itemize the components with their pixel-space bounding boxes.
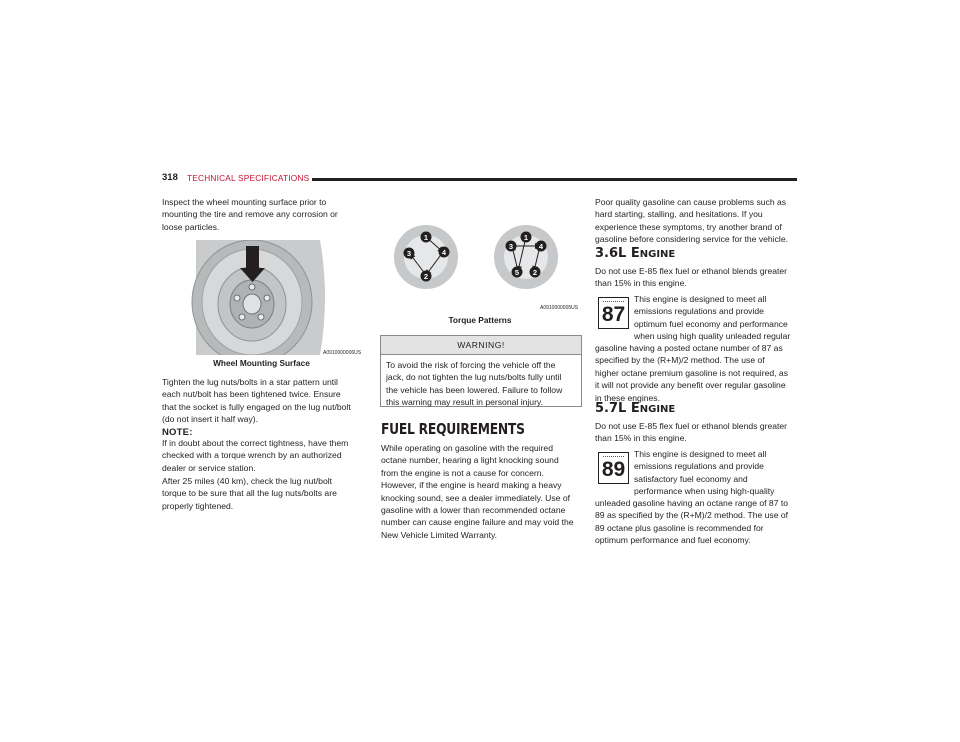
figure-caption: Torque Patterns [448,315,512,325]
wheel-illustration [190,240,333,355]
warning-body: To avoid the risk of forcing the vehicle off the jack, do not tighten the lug nuts/bolts fully until the vehicle has been lowered. Failure to follow this warning may result in personal injury. [386,360,563,408]
torque-pattern-illustration [380,225,580,315]
engine-57-octane-text: unleaded gasoline having an octane range of 87 to 89 as specified by the (R+M)/2 method. The use of 89 octane plus gasoline is recommended for optimum performance and fuel economy. [595,498,789,546]
section-title: TECHNICAL SPECIFICATIONS [187,173,310,183]
figure-code: A0910000005US [540,305,579,311]
intro-paragraph: Inspect the wheel mounting surface prior to mounting the tire and remove any corrosion or loose particles. [162,197,338,232]
engine-36-e85-text: Do not use E-85 flex fuel or ethanol blends greater than 15% in this engine. [595,266,788,289]
left-pattern-label-1: 1 [423,232,429,242]
right-pattern-label-3: 3 [508,241,514,251]
right-pattern-label-1: 1 [523,232,529,242]
torque-patterns-figure [380,225,580,315]
left-pattern-label-2: 2 [423,271,429,281]
right-pattern-label-2: 2 [532,267,538,277]
octane-87-value: 87 [601,303,626,326]
engine-36-description: This engine is designed to meet all emissions regulations and provide optimum fuel economy and performance when using high quality unleaded regular [634,294,791,342]
engine-36-heading: 3.6L ENGINE [595,246,676,261]
right-pattern-label-5: 5 [514,267,520,277]
figure-caption: Wheel Mounting Surface [213,358,310,368]
octane-87-label [598,297,629,329]
left-pattern-label-4: 4 [441,247,447,257]
left-pattern-label-3: 3 [406,248,412,258]
octane-89-label [598,452,629,484]
fuel-paragraph: While operating on gasoline with the required octane number, hearing a light knocking sound from the engine is not a cause for concern. However, if the engine is heard making a heavy knocking sound, see a dealer immediately. Use of gasoline with a lower than recommended octane number can cause engine failure and may void the New Vehicle Limited Warranty. [381,443,574,540]
engine-57-heading: 5.7L ENGINE [595,401,676,416]
wheel-mounting-figure [190,240,362,356]
note-heading: NOTE: [162,427,193,438]
tighten-paragraph: Tighten the lug nuts/bolts in a star pattern until each nut/bolt has been tightened twice. Ensure that the socket is fully engaged on the lug nut/bolt (do not insert it half way). [162,377,351,425]
octane-89-value: 89 [601,458,626,481]
engine-57-description: This engine is designed to meet all emissions regulations and provide satisfactory fuel economy and performance when using high-quality [634,449,775,497]
after-paragraph: After 25 miles (40 km), check the lug nut/bolt torque to be sure that all the lug nuts/bolts are properly tightened. [162,476,337,511]
poor-quality-paragraph: Poor quality gasoline can cause problems such as hard starting, stalling, and hesitations. If you experience these symptoms, try another brand of gasoline before considering service for the vehicle. [595,197,788,245]
page-number: 318 [162,172,178,183]
right-pattern-label-4: 4 [538,241,544,251]
warning-box [380,335,582,407]
note-paragraph: If in doubt about the correct tightness, have them checked with a torque wrench by an authorized dealer or service station. [162,438,349,473]
fuel-requirements-heading: FUEL REQUIREMENTS [381,420,525,438]
engine-57-e85-text: Do not use E-85 flex fuel or ethanol blends greater than 15% in this engine. [595,421,788,444]
warning-title: WARNING! [381,336,581,355]
header-rule [312,178,797,181]
engine-36-octane-text: gasoline having a posted octane number of 87 as specified by the (R+M)/2 method. The use of higher octane premium gasoline is not required, as it will not provide any benefit over regular gasoline in these engines. [595,343,788,403]
figure-code: A0910000006US [323,350,362,356]
